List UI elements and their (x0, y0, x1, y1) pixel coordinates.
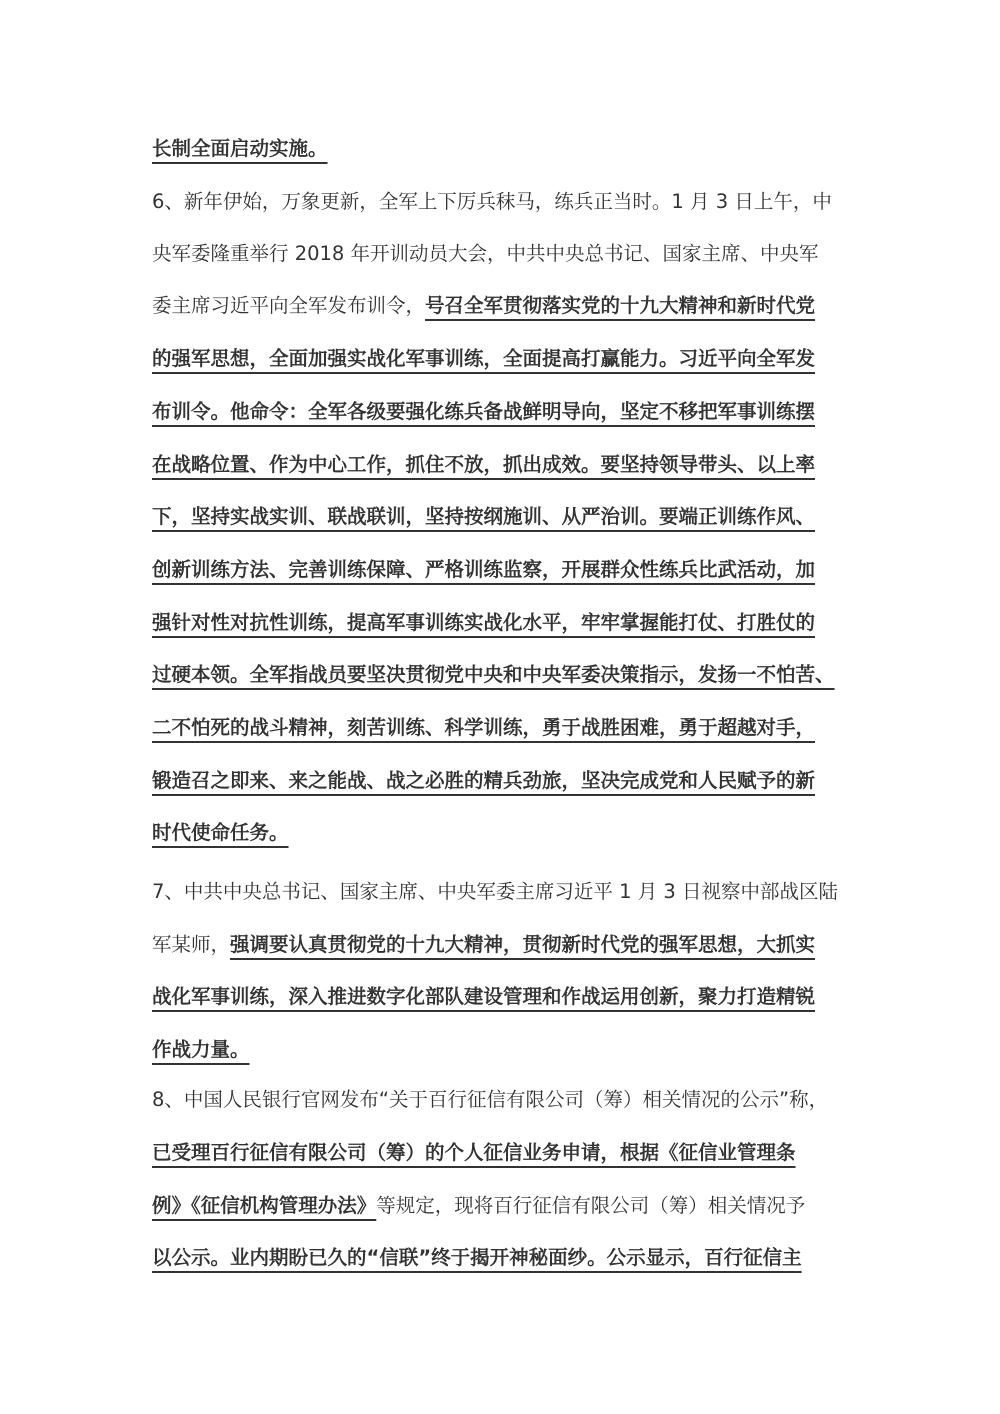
emphasized-text: 时代使命任务。 (152, 821, 289, 844)
text-line (152, 1085, 872, 1115)
text-line (152, 134, 872, 164)
text-line (152, 608, 872, 638)
emphasized-text: 创新训练方法、完善训练保障、严格训练监察，开展群众性练兵比武活动，加 (152, 558, 816, 581)
emphasized-text: 过硬本领。全军指战员要坚决贯彻党中央和中央军委决策指示，发扬一不怕苦、 (152, 663, 835, 686)
emphasized-text: 以公示。业内期盼已久的“信联”终于揭开神秘面纱。公示显示，百行征信主 (152, 1246, 802, 1269)
plain-text: 6、新年伊始，万象更新，全军上下厉兵秣马，练兵正当时。1 月 3 日上午，中 (152, 190, 832, 213)
emphasized-text: 战化军事训练，深入推进数字化部队建设管理和作战运用创新，聚力打造精锐 (152, 985, 816, 1008)
text-line (152, 397, 872, 427)
emphasized-text: 锻造召之即来、来之能战、战之必胜的精兵劲旅，坚决完成党和人民赋予的新 (152, 769, 816, 792)
plain-text: 央军委隆重举行 2018 年开训动员大会，中共中央总书记、国家主席、中央军 (152, 242, 819, 265)
text-line (152, 930, 872, 960)
emphasized-text: 作战力量。 (152, 1038, 250, 1061)
text-line (152, 982, 872, 1012)
text-line (152, 555, 872, 585)
emphasized-text: 长制全面启动实施。 (152, 137, 328, 160)
plain-text: 等规定，现将百行征信有限公司（筹）相关情况予 (376, 1194, 806, 1217)
emphasized-text: 强针对性对抗性训练，提高军事训练实战化水平，牢牢掌握能打仗、打胜仗的 (152, 611, 816, 634)
text-line (152, 818, 872, 848)
text-line (152, 1243, 872, 1273)
text-line (152, 450, 872, 480)
text-line (152, 291, 872, 321)
plain-text: 委主席习近平向全军发布训令， (152, 294, 426, 317)
text-line (152, 502, 872, 532)
text-line (152, 877, 872, 907)
emphasized-text: 号召全军贯彻落实党的十九大精神和新时代党 (425, 294, 816, 317)
text-line (152, 766, 872, 796)
emphasized-text: 的强军思想，全面加强实战化军事训练，全面提高打赢能力。习近平向全军发 (152, 347, 816, 370)
emphasized-text: 强调要认真贯彻党的十九大精神，贯彻新时代党的强军思想，大抓实 (230, 933, 816, 956)
emphasized-text: 在战略位置、作为中心工作，抓住不放，抓出成效。要坚持领导带头、以上率 (152, 453, 816, 476)
text-line (152, 239, 872, 269)
text-line (152, 1138, 872, 1168)
emphasized-text: 下，坚持实战实训、联战联训，坚持按纲施训、从严治训。要端正训练作风、 (152, 505, 816, 528)
text-line (152, 713, 872, 743)
text-line (152, 1035, 872, 1065)
text-line (152, 344, 872, 374)
emphasized-text: 布训令。他命令：全军各级要强化练兵备战鲜明导向，坚定不移把军事训练摆 (152, 400, 816, 423)
text-line (152, 660, 872, 690)
plain-text: 7、中共中央总书记、国家主席、中央军委主席习近平 1 月 3 日视察中部战区陆 (152, 880, 839, 903)
plain-text: 军某师， (152, 933, 231, 956)
text-line (152, 187, 872, 217)
emphasized-text: 已受理百行征信有限公司（筹）的个人征信业务申请，根据《征信业管理条 (152, 1141, 796, 1164)
emphasized-text: 二不怕死的战斗精神，刻苦训练、科学训练，勇于战胜困难，勇于超越对手， (152, 716, 816, 739)
plain-text: 8、中国人民银行官网发布“关于百行征信有限公司（筹）相关情况的公示”称， (152, 1088, 829, 1111)
text-line (152, 1191, 872, 1221)
emphasized-text: 例》《征信机构管理办法》 (152, 1194, 377, 1217)
